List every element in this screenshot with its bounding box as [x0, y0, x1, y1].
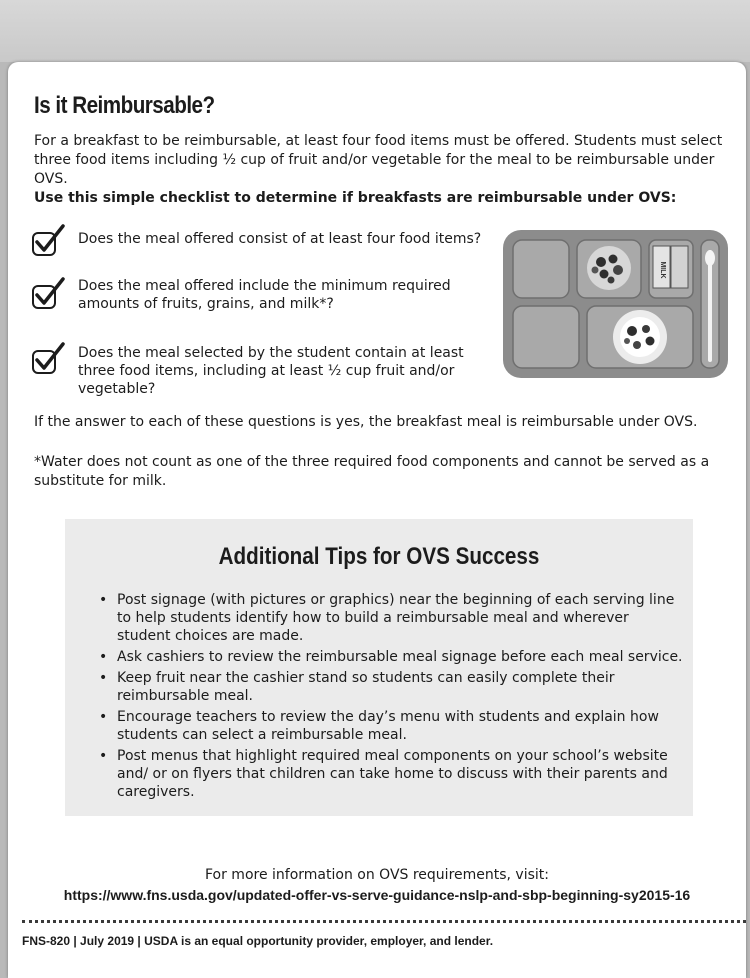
checklist-item	[32, 277, 492, 321]
lunch-tray-illustration	[503, 230, 728, 378]
checkmark-icon	[32, 350, 56, 374]
tips-list-item: • Ask cashiers to review the reimbursable meal signage before each meal service.	[99, 648, 684, 666]
checklist-item-text: Does the meal offered consist of at least four food items?	[78, 231, 482, 247]
checklist-item-text: Does the meal selected by the student contain at least three food items, including at least ½ cup fruit and/or vegetable?	[78, 345, 464, 397]
tips-list-item: • Post signage (with pictures or graphics) near the beginning of each serving line to help students identify how to build a reimbursable meal and wherever student choices are made.	[99, 591, 684, 645]
checkmark-icon	[32, 285, 56, 309]
checklist-item-text: Does the meal offered include the minimum required amounts of fruits, grains, and milk*?	[78, 278, 451, 312]
tips-list-item: • Encourage teachers to review the day’s menu with students and explain how students can select a reimbursable meal.	[99, 708, 684, 744]
tips-list-item: • Post menus that highlight required meal components on your school’s website and/ or on flyers that children can take home to discuss with their parents and caregivers.	[99, 747, 684, 801]
scan-border	[0, 0, 750, 62]
checklist-lead: Use this simple checklist to determine if breakfasts are reimbursable under OVS:	[34, 190, 677, 206]
page-title: Is it Reimbursable?	[34, 92, 215, 119]
checklist-item	[32, 230, 492, 274]
checkmark-icon	[32, 232, 56, 256]
intro-paragraph: For a breakfast to be reimbursable, at least four food items must be offered. Students must select three food items including ½ cup of fruit and/or vegetable for the meal to be reimbursable under OVS.	[34, 133, 723, 187]
answer-text: If the answer to each of these questions is yes, the breakfast meal is reimbursable under OVS.	[34, 414, 698, 430]
milk-carton-label: MILK	[659, 261, 666, 279]
tips-title: Additional Tips for OVS Success	[218, 543, 540, 570]
checklist-item	[32, 344, 492, 397]
footer-text: FNS-820 | July 2019 | USDA is an equal opportunity provider, employer, and lender.	[22, 934, 494, 948]
more-info-link[interactable]: https://www.fns.usda.gov/updated-offer-vs-serve-guidance-nslp-and-sbp-beginning-sy2015-16	[63, 887, 691, 903]
tips-box	[65, 519, 693, 816]
tips-list	[99, 591, 684, 804]
dotted-divider	[22, 920, 746, 923]
tips-list-item: • Keep fruit near the cashier stand so students can easily complete their reimbursable meal.	[99, 669, 684, 705]
more-info	[8, 865, 746, 905]
document-page	[8, 62, 746, 978]
more-info-text: For more information on OVS requirements, visit:	[204, 867, 549, 883]
footnote: *Water does not count as one of the three required food components and cannot be served as a substitute for milk.	[34, 454, 710, 489]
